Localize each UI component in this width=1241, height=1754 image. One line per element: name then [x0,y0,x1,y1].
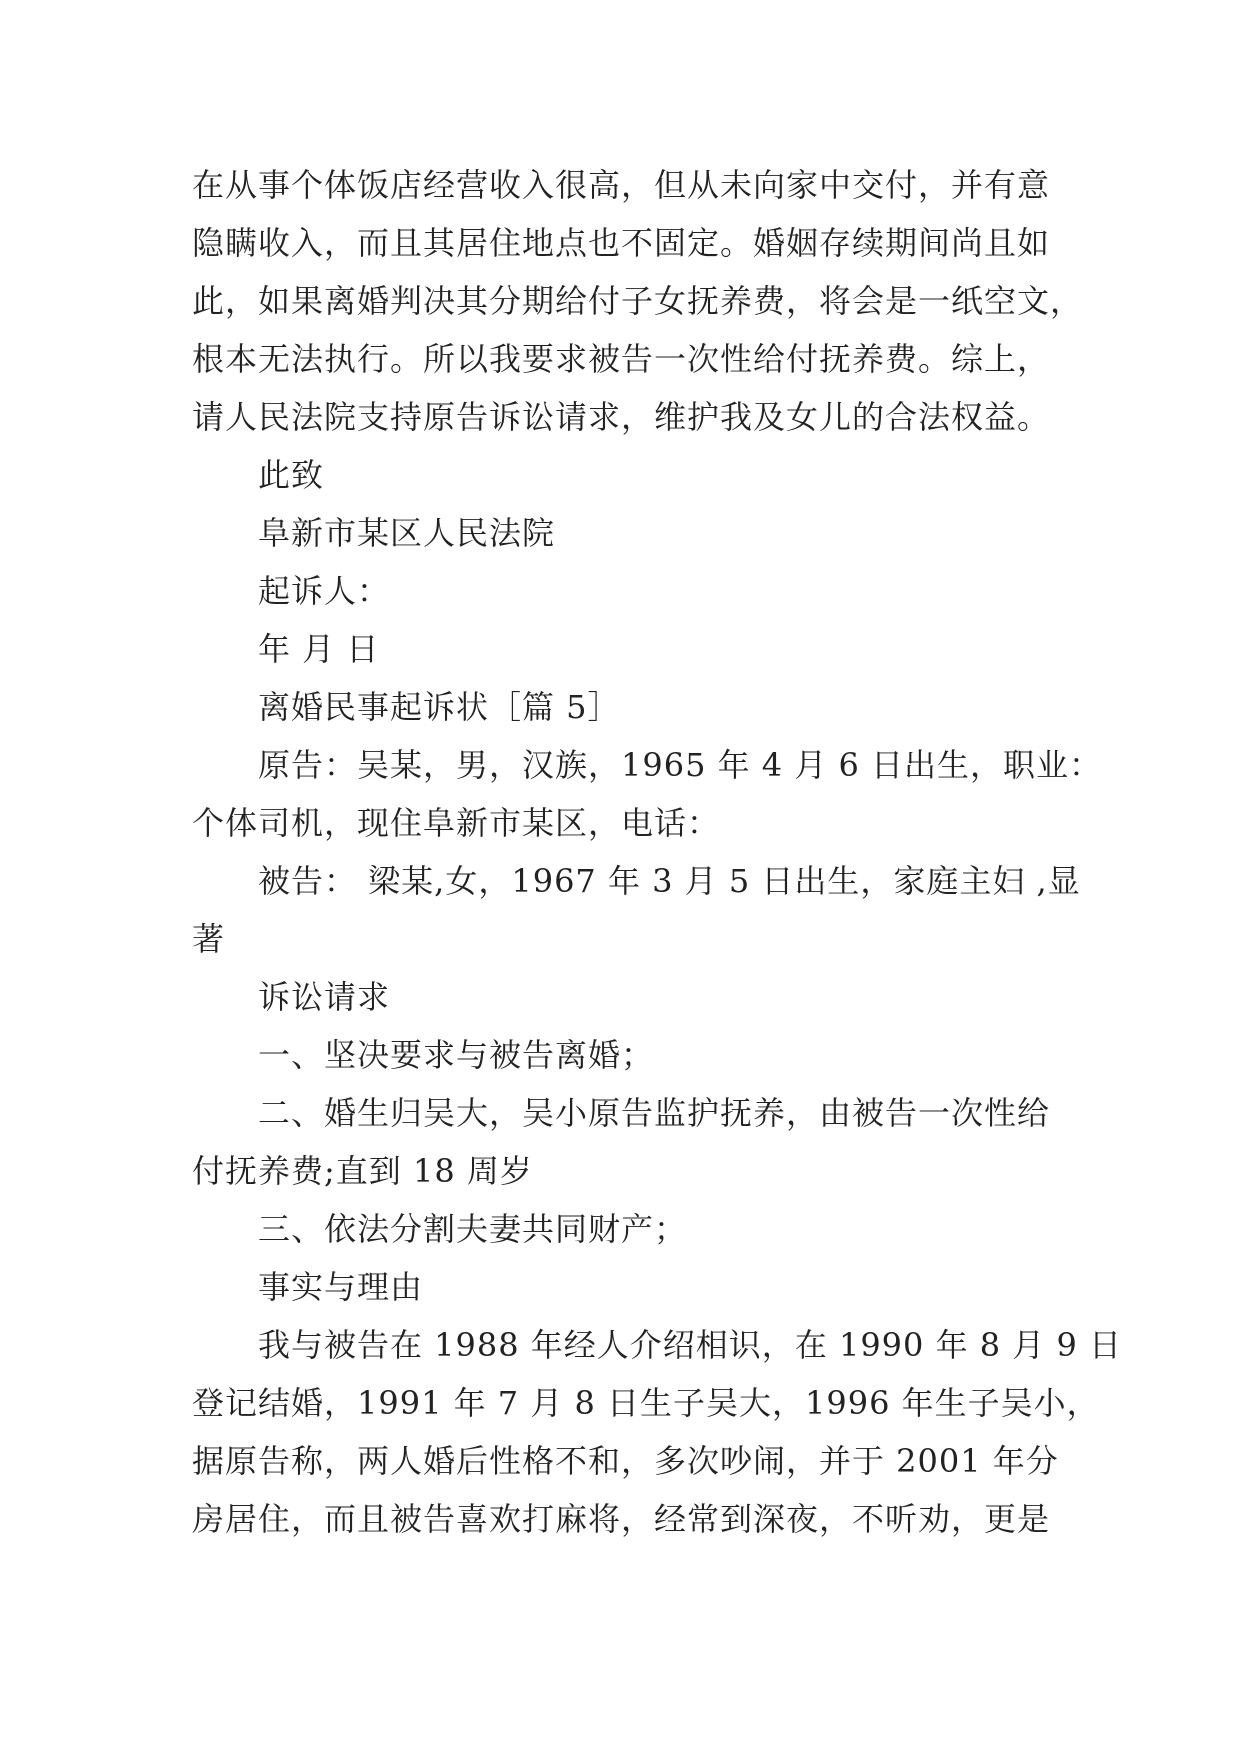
paragraph-line: 此，如果离婚判决其分期给付子女抚养费，将会是一纸空文， [192,282,1084,320]
plaintiff-info-line: 原告：吴某，男，汉族，1965 年 4 月 6 日出生，职业： [258,746,1103,784]
paragraph-line: 隐瞒收入，而且其居住地点也不固定。婚姻存续期间尚且如 [192,224,1051,262]
claims-heading: 诉讼请求 [258,978,391,1016]
court-name-line: 阜新市某区人民法院 [258,514,556,552]
defendant-info-line: 著 [192,920,226,958]
date-line: 年 月 日 [258,630,380,668]
paragraph-line: 请人民法院支持原告诉讼请求，维护我及女儿的合法权益。 [192,398,1051,436]
salutation-line: 此致 [258,456,325,494]
paragraph-line: 根本无法执行。所以我要求被告一次性给付抚养费。综上， [192,340,1051,378]
facts-paragraph-line: 房居住，而且被告喜欢打麻将，经常到深夜，不听劝，更是 [192,1500,1051,1538]
facts-heading: 事实与理由 [258,1268,424,1306]
plaintiff-info-line: 个体司机，现住阜新市某区，电话： [192,804,721,842]
plaintiff-signature-line: 起诉人： [258,572,391,610]
defendant-info-line: 被告： 梁某,女，1967 年 3 月 5 日出生，家庭主妇 ,显 [258,862,1081,900]
claim-item: 付抚养费;直到 18 周岁 [192,1152,533,1190]
claim-item: 三、依法分割夫妻共同财产； [258,1210,688,1248]
claim-item: 一、坚决要求与被告离婚； [258,1036,655,1074]
facts-paragraph-line: 登记结婚，1991 年 7 月 8 日生子吴大，1996 年生子吴小， [192,1384,1100,1422]
facts-paragraph-line: 据原告称，两人婚后性格不和，多次吵闹，并于 2001 年分 [192,1442,1059,1480]
section-title: 离婚民事起诉状［篇 5］ [258,688,621,726]
claim-item: 二、婚生归吴大，吴小原告监护抚养，由被告一次性给 [258,1094,1051,1132]
paragraph-line: 在从事个体饭店经营收入很高，但从未向家中交付，并有意 [192,166,1051,204]
facts-paragraph-line: 我与被告在 1988 年经人介绍相识，在 1990 年 8 月 9 日 [258,1326,1122,1364]
